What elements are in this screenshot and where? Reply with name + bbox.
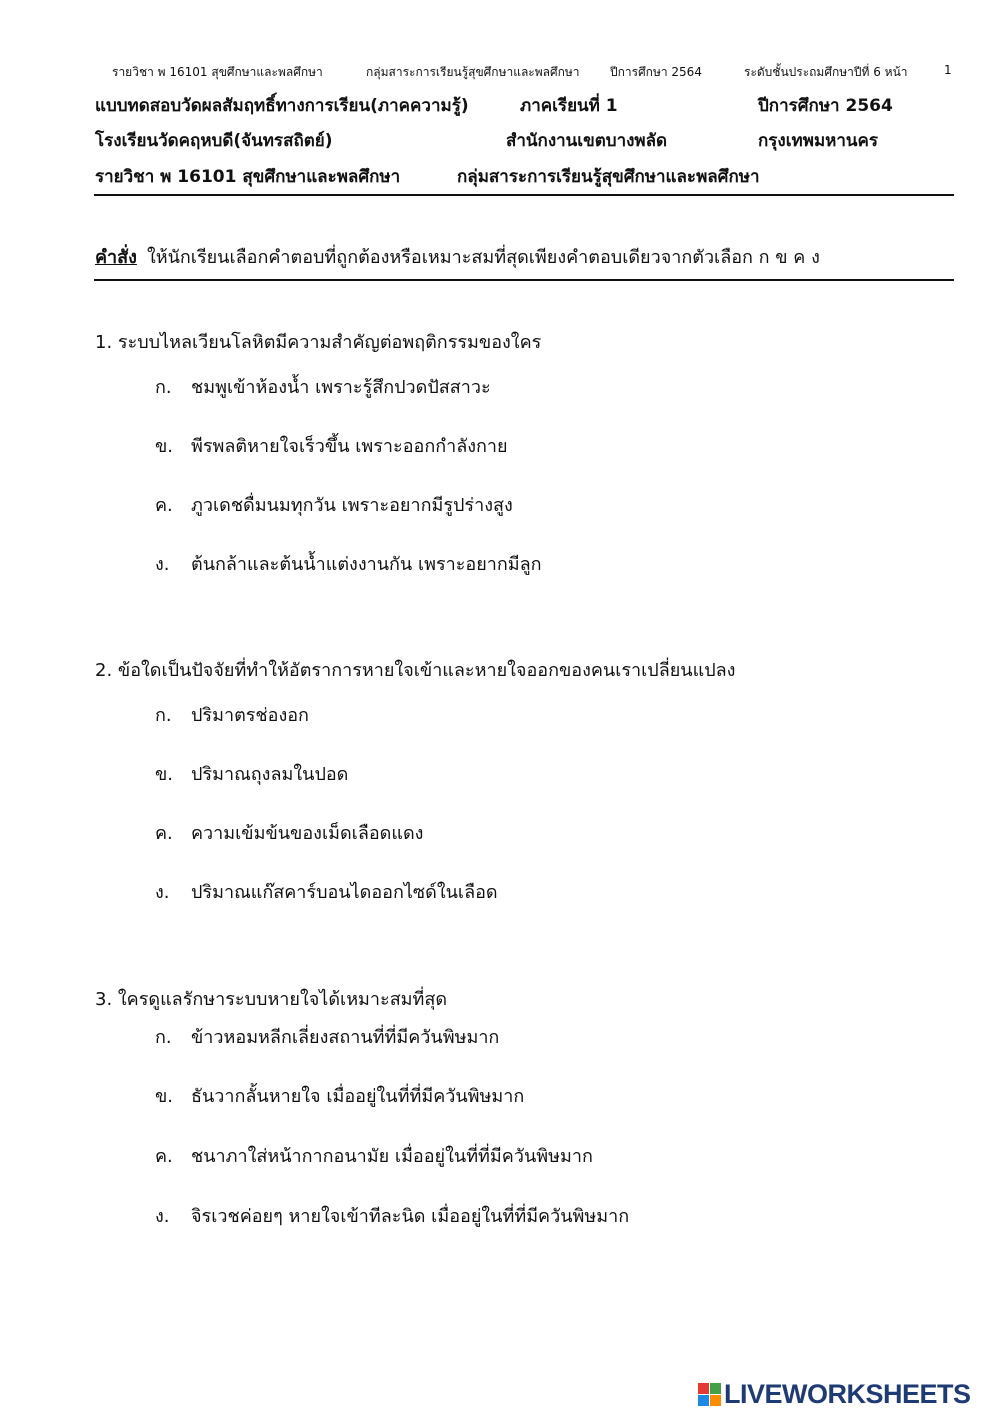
logo-square-blue [698, 1395, 709, 1406]
question-3-choice-d[interactable] [155, 1201, 629, 1230]
choice-text: ปริมาณถุงลมในปอด [191, 764, 349, 785]
choice-text: ภูวเดชดื่มนมทุกวัน เพราะอยากมีรูปร่างสูง [191, 495, 513, 516]
question-1-choice-c[interactable] [155, 490, 513, 519]
question-1-choice-d[interactable] [155, 549, 542, 578]
choice-letter: ก. [155, 1027, 172, 1048]
choice-text: ปริมาณแก๊สคาร์บอนไดออกไซด์ในเลือด [191, 882, 498, 903]
choice-text: จิรเวชค่อยๆ หายใจเข้าทีละนิด เมื่ออยู่ในที่ที่มีควันพิษมาก [191, 1206, 630, 1227]
choice-letter: ก. [155, 705, 172, 726]
logo-text: LIVEWORKSHEETS [724, 1378, 971, 1409]
district-office: สำนักงานเขตบางพลัด [506, 131, 668, 151]
choice-letter: ง. [155, 1206, 170, 1227]
choice-letter: ง. [155, 554, 170, 575]
header-year: ปีการศึกษา 2564 [610, 65, 702, 79]
question-3-choice-a[interactable] [155, 1022, 499, 1051]
logo-square-green [710, 1383, 721, 1394]
question-2-choice-b[interactable] [155, 759, 348, 788]
liveworksheets-logo [698, 1379, 971, 1409]
question-3-choice-c[interactable] [155, 1141, 593, 1170]
choice-letter: ง. [155, 882, 170, 903]
question-1-choice-b[interactable] [155, 431, 508, 460]
logo-square-red [698, 1383, 709, 1394]
test-title: แบบทดสอบวัดผลสัมฤทธิ์ทางการเรียน(ภาคความรู้) [95, 96, 469, 116]
city: กรุงเทพมหานคร [758, 131, 879, 151]
choice-letter: ข. [155, 1086, 174, 1107]
semester: ภาคเรียนที่ 1 [520, 96, 618, 116]
question-1-choice-a[interactable] [155, 372, 491, 401]
instruction [95, 242, 955, 271]
choice-text: ธันวากลั้นหายใจ เมื่ออยู่ในที่ที่มีควันพิษมาก [191, 1086, 525, 1107]
choice-text: ความเข้มข้นของเม็ดเลือดแดง [191, 823, 424, 844]
question-1-text: 1. ระบบไหลเวียนโลหิตมีความสำคัญต่อพฤติกรรมของใคร [95, 332, 542, 353]
header-course: รายวิชา พ 16101 สุขศึกษาและพลศึกษา [112, 65, 323, 79]
question-2-choice-c[interactable] [155, 818, 423, 847]
academic-year: ปีการศึกษา 2564 [758, 96, 893, 116]
question-3-choice-b[interactable] [155, 1081, 524, 1110]
choice-text: ชนาภาใส่หน้ากากอนามัย เมื่ออยู่ในที่ที่มีควันพิษมาก [191, 1146, 593, 1167]
choice-letter: ข. [155, 764, 174, 785]
question-2-choice-a[interactable] [155, 700, 309, 729]
choice-text: ชมพูเข้าห้องน้ำ เพราะรู้สึกปวดปัสสาวะ [191, 377, 491, 398]
instruction-text: ให้นักเรียนเลือกคำตอบที่ถูกต้องหรือเหมาะสมที่สุดเพียงคำตอบเดียวจากตัวเลือก ก ข ค ง [146, 247, 820, 268]
header-group: กลุ่มสาระการเรียนรู้สุขศึกษาและพลศึกษา [366, 65, 580, 79]
instruction-divider [94, 279, 954, 281]
learning-group: กลุ่มสาระการเรียนรู้สุขศึกษาและพลศึกษา [457, 167, 760, 187]
course-name: รายวิชา พ 16101 สุขศึกษาและพลศึกษา [95, 167, 401, 187]
header-level: ระดับชั้นประถมศึกษาปีที่ 6 หน้า [744, 65, 908, 79]
choice-text: พีรพลติหายใจเร็วขึ้น เพราะออกกำลังกาย [191, 436, 508, 457]
choice-text: ปริมาตรช่องอก [191, 705, 309, 726]
question-2-choice-d[interactable] [155, 877, 498, 906]
logo-square-orange [710, 1395, 721, 1406]
instruction-label: คำสั่ง [95, 247, 137, 268]
school-name: โรงเรียนวัดคฤหบดี(จันทรสถิตย์) [95, 131, 333, 151]
question-3-text: 3. ใครดูแลรักษาระบบหายใจได้เหมาะสมที่สุด [95, 989, 448, 1010]
choice-letter: ข. [155, 436, 174, 457]
header-page-number: 1 [944, 63, 952, 77]
choice-text: ข้าวหอมหลีกเลี่ยงสถานที่ที่มีควันพิษมาก [191, 1027, 500, 1048]
choice-letter: ค. [155, 1146, 173, 1167]
choice-letter: ค. [155, 823, 173, 844]
choice-letter: ค. [155, 495, 173, 516]
liveworksheets-icon [698, 1383, 721, 1406]
choice-text: ต้นกล้าและต้นน้ำแต่งงานกัน เพราะอยากมีลูก [191, 554, 542, 575]
choice-letter: ก. [155, 377, 172, 398]
header-divider [94, 194, 954, 196]
question-2-text: 2. ข้อใดเป็นปัจจัยที่ทำให้อัตราการหายใจเข้าและหายใจออกของคนเราเปลี่ยนแปลง [95, 660, 736, 681]
